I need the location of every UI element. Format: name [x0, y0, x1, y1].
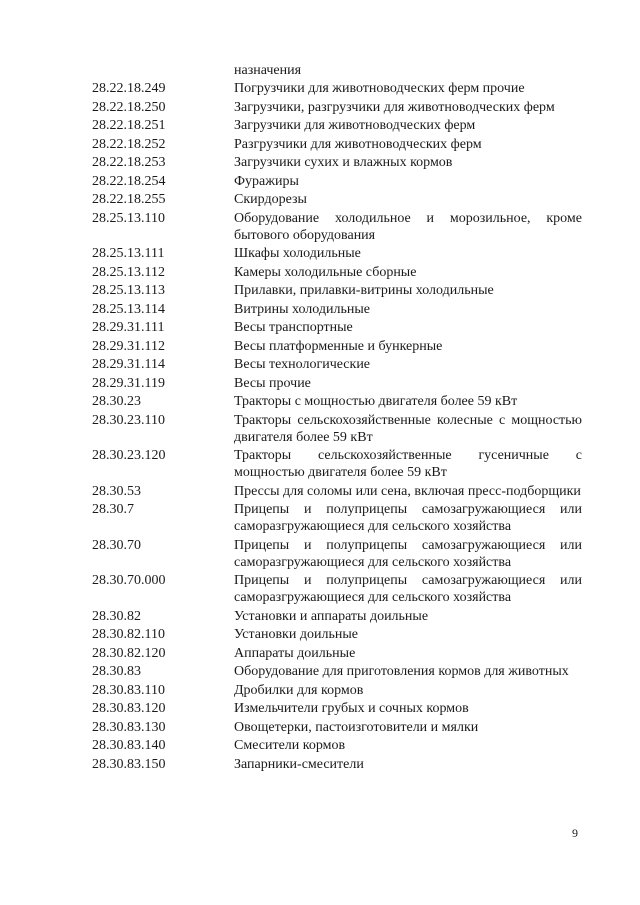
row-description: Загрузчики сухих и влажных кормов	[234, 155, 453, 170]
table-row	[92, 99, 582, 116]
row-description: Тракторы сельскохозяйственные колесные с мощностью двигателя более 59 кВт	[234, 412, 582, 445]
row-code: 28.30.83.120	[92, 701, 166, 716]
table-row	[92, 117, 582, 134]
row-code: 28.29.31.114	[92, 357, 165, 372]
table-row	[92, 608, 582, 625]
row-description: Шкафы холодильные	[234, 246, 361, 261]
row-code: 28.22.18.249	[92, 81, 166, 96]
row-description: Весы транспортные	[234, 320, 353, 335]
row-code: 28.30.83.130	[92, 719, 166, 735]
row-code: 28.30.83.110	[92, 682, 165, 698]
table-row	[92, 80, 582, 97]
table-row	[92, 173, 582, 190]
row-code: 28.25.13.113	[92, 283, 165, 298]
row-description: Смесители кормов	[234, 738, 346, 753]
table-row	[92, 626, 582, 643]
row-code: 28.30.23.120	[92, 448, 166, 463]
row-code: 28.30.70.000	[92, 573, 166, 588]
row-description: Погрузчики для животноводческих ферм прочие	[234, 81, 525, 96]
row-description: Тракторы сельскохозяйственные гусеничные с мощностью двигателя более 59 кВт	[234, 448, 582, 480]
row-code: 28.30.82.120	[92, 645, 166, 661]
row-code: 28.22.18.254	[92, 173, 166, 189]
page-number: 9	[572, 826, 578, 840]
row-code: 28.22.18.252	[92, 136, 166, 152]
table-row	[92, 154, 582, 171]
row-description: Овощетерки, пастоизготовители и мялки	[234, 719, 479, 735]
row-code: 28.30.23	[92, 394, 141, 409]
table-row	[92, 282, 582, 299]
row-code: 28.30.83.150	[92, 756, 166, 772]
row-description: Скирдорезы	[234, 192, 307, 207]
row-description: Прицепы и полуприцепы самозагружающиеся или саморазгружающиеся для сельского хозяйства	[234, 573, 582, 605]
row-code: 28.30.83	[92, 664, 141, 679]
table-row	[92, 338, 582, 355]
row-code: 28.30.7	[92, 502, 134, 517]
table-row	[92, 682, 582, 699]
row-description: Запарники-смесители	[234, 756, 364, 772]
row-description: Оборудование холодильное и морозильное, кроме бытового оборудования	[234, 210, 582, 243]
row-description: Весы прочие	[234, 375, 311, 391]
table-row	[92, 319, 582, 336]
table-row	[92, 191, 582, 208]
table-row	[92, 700, 582, 717]
row-code: 28.25.13.110	[92, 210, 165, 226]
row-description: Витрины холодильные	[234, 301, 370, 317]
table-row	[92, 447, 582, 481]
table-row	[92, 501, 582, 535]
row-description: Прессы для соломы или сена, включая пресс-подборщики	[234, 483, 581, 499]
row-code: 28.30.82	[92, 608, 141, 624]
row-code: 28.29.31.112	[92, 338, 165, 354]
row-description: Дробилки для кормов	[234, 682, 364, 698]
table-row	[92, 756, 582, 773]
table-row	[92, 210, 582, 244]
table-row	[92, 245, 582, 262]
row-description: Установки и аппараты доильные	[234, 608, 429, 624]
row-description: Фуражиры	[234, 173, 299, 189]
code-table	[92, 80, 582, 774]
row-description: Измельчители грубых и сочных кормов	[234, 701, 469, 716]
table-row	[92, 537, 582, 571]
row-description: Прицепы и полуприцепы самозагружающиеся или саморазгружающиеся для сельского хозяйства	[234, 502, 582, 534]
row-description: Загрузчики, разгрузчики для животноводческих ферм	[234, 99, 555, 115]
row-description: Установки доильные	[234, 627, 358, 642]
row-description: Загрузчики для животноводческих ферм	[234, 118, 476, 133]
table-row	[92, 264, 582, 281]
row-code: 28.25.13.112	[92, 264, 165, 280]
table-row	[92, 136, 582, 153]
row-code: 28.29.31.111	[92, 320, 165, 335]
table-row	[92, 393, 582, 410]
table-row	[92, 719, 582, 736]
row-code: 28.30.83.140	[92, 738, 166, 753]
row-code: 28.30.70	[92, 537, 141, 553]
continued-description: назначения	[234, 63, 302, 78]
row-code: 28.30.82.110	[92, 627, 165, 642]
table-row	[92, 356, 582, 373]
row-description: Аппараты доильные	[234, 645, 356, 661]
row-code: 28.22.18.253	[92, 155, 166, 170]
row-code: 28.22.18.255	[92, 192, 166, 207]
table-row	[92, 375, 582, 392]
table-row	[92, 663, 582, 680]
table-row	[92, 572, 582, 606]
table-row	[92, 737, 582, 754]
row-description: Камеры холодильные сборные	[234, 264, 417, 280]
row-code: 28.30.23.110	[92, 412, 165, 428]
row-description: Весы платформенные и бункерные	[234, 338, 443, 354]
row-code: 28.25.13.111	[92, 246, 165, 261]
row-code: 28.22.18.250	[92, 99, 166, 115]
row-description: Весы технологические	[234, 357, 371, 372]
row-description: Разгрузчики для животноводческих ферм	[234, 136, 482, 152]
table-row	[92, 412, 582, 446]
row-code: 28.25.13.114	[92, 301, 165, 317]
row-description: Прилавки, прилавки-витрины холодильные	[234, 283, 494, 298]
table-row	[92, 483, 582, 500]
row-code: 28.29.31.119	[92, 375, 165, 391]
row-code: 28.30.53	[92, 483, 141, 499]
row-description: Оборудование для приготовления кормов для животных	[234, 664, 569, 679]
row-description: Прицепы и полуприцепы самозагружающиеся или саморазгружающиеся для сельского хозяйства	[234, 537, 582, 570]
row-code: 28.22.18.251	[92, 118, 166, 133]
row-description: Тракторы с мощностью двигателя более 59 кВт	[234, 394, 518, 409]
table-row	[92, 301, 582, 318]
table-row	[92, 645, 582, 662]
